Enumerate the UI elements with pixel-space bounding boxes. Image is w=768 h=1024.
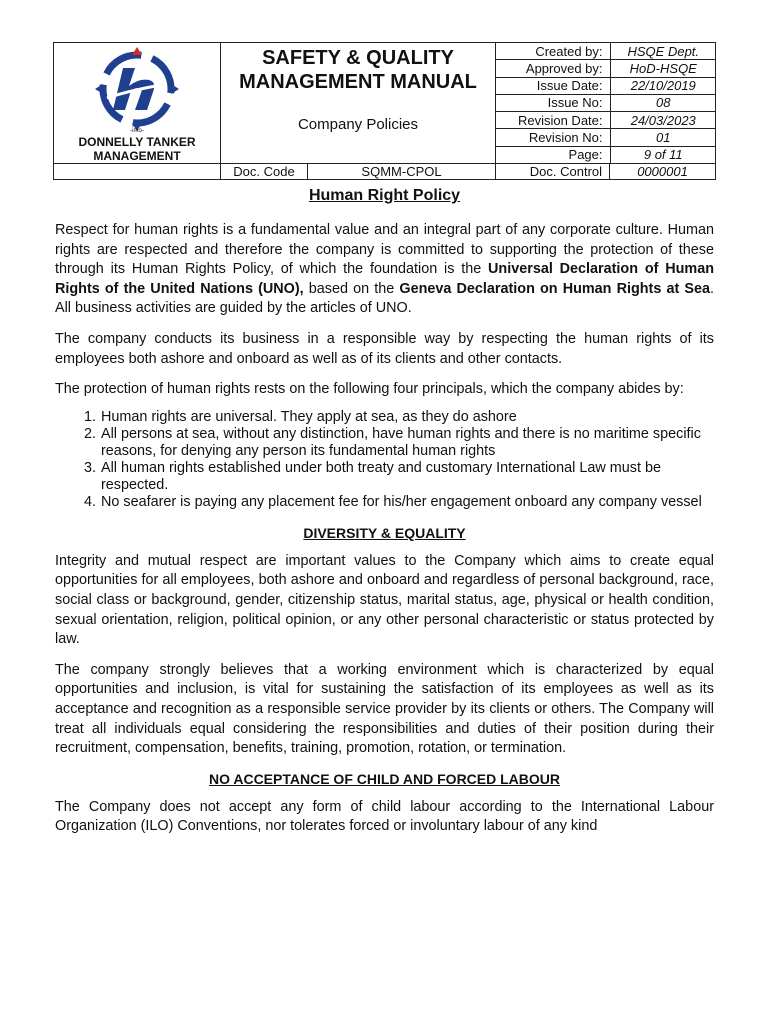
business-conduct-paragraph: The company conducts its business in a responsible way by respecting the human rights of its employees both ashore and onboard as well as of its clients and other contacts. [55,330,714,367]
approved-by-label: Approved by: [496,60,610,77]
company-name-line2: MANAGEMENT [93,149,181,163]
principles-list [55,409,714,511]
created-by-value: HSQE Dept. [610,43,716,60]
intro-text-e: . All business activities are guided by the articles of UNO. [55,280,715,317]
policy-title: Human Right Policy [308,187,461,204]
doc-control-value: 0000001 [610,164,716,180]
issue-no-label: Issue No: [496,94,610,111]
principle-item-4: 4. No seafarer is paying any placement fee for his/her engagement onboard any company vessel [100,494,714,511]
principle-item-1: 1. Human rights are universal. They apply at sea, as they do ashore [100,409,714,426]
document-header [53,42,716,180]
manual-title-cell [221,43,496,164]
doc-control-label: Doc. Control [496,164,610,180]
revision-no-value: 01 [610,129,716,146]
document-body [55,186,714,848]
metadata-table [496,43,716,163]
approved-by-value: HoD-HSQE [610,60,716,77]
issue-date-label: Issue Date: [496,77,610,94]
company-logo-icon [91,46,183,132]
document-metadata-cell [496,43,716,164]
page-value: 9 of 11 [610,146,716,163]
created-by-label: Created by: [496,43,610,60]
company-name-line1: DONNELLY TANKER [78,135,196,149]
logo-spacer-cell [54,164,221,180]
principles-intro-paragraph: The protection of human rights rests on the following four principals, which the company abides by: [55,381,684,398]
diversity-heading: DIVERSITY & EQUALITY [303,524,466,541]
principle-item-2: 2. All persons at sea, without any distinction, have human rights and there is no maritime specific reasons, for denying any person its fundamental human rights [100,426,714,460]
diversity-paragraph-2: The company strongly believes that a working environment which is characterized by equal opportunities and inclusion, is vital for sustaining the satisfaction of its employees as well as its acceptance and recognition as a responsible service provider by its clients or others. The Company will treat all individuals equal considering the responsibilities and duties of their position during their recruitment, compensation, benefits, training, promotion, rotation, or termination. [55,661,714,757]
manual-title-line2: MANAGEMENT MANUAL [239,71,477,93]
udhr-reference: Universal Declaration of Human Rights of the United Nations (UNO), [55,261,714,297]
doc-code-label: Doc. Code [221,164,308,180]
principle-item-3: 3. All human rights established under both treaty and customary International Law must be respected. [100,460,714,494]
issue-no-value: 08 [610,94,716,111]
intro-paragraph [55,221,714,319]
geneva-declaration-reference: Geneva Declaration on Human Rights at Sea [399,280,711,297]
manual-subtitle: Company Policies [297,116,419,133]
intro-text-a: Respect for human rights is a fundamental value and an integral part of any corporate culture. Human rights are respected and therefore the company is committed to supporting the protection of these through its Human Rights Policy, of which the foundation is the [55,222,714,278]
issue-date-value: 22/10/2019 [610,77,716,94]
child-labour-paragraph: The Company does not accept any form of child labour according to the International Labour Organization (ILO) Conventions, nor tolerates forced or involuntary labour of any kind [55,798,714,835]
doc-code-value: SQMM-CPOL [308,164,496,180]
company-logo-cell [54,43,221,164]
revision-date-label: Revision Date: [496,112,610,129]
diversity-paragraph-1: Integrity and mutual respect are important values to the Company which aims to create equal opportunities for all employees, both ashore and onboard and regardless of personal background, race, social class or background, gender, citizenship status, marital status, age, physical or health condition, sexual orientation, religion, political opinion, or any other personal characteristic or status protected by law. [55,552,714,648]
manual-title-line1: SAFETY & QUALITY [262,47,454,69]
revision-date-value: 24/03/2023 [610,112,716,129]
intro-text-c: based on the [303,280,400,297]
page-label: Page: [496,146,610,163]
revision-no-label: Revision No: [496,129,610,146]
logo-imo-text: -imo- [130,128,144,134]
child-labour-heading: NO ACCEPTANCE OF CHILD AND FORCED LABOUR [208,770,561,787]
